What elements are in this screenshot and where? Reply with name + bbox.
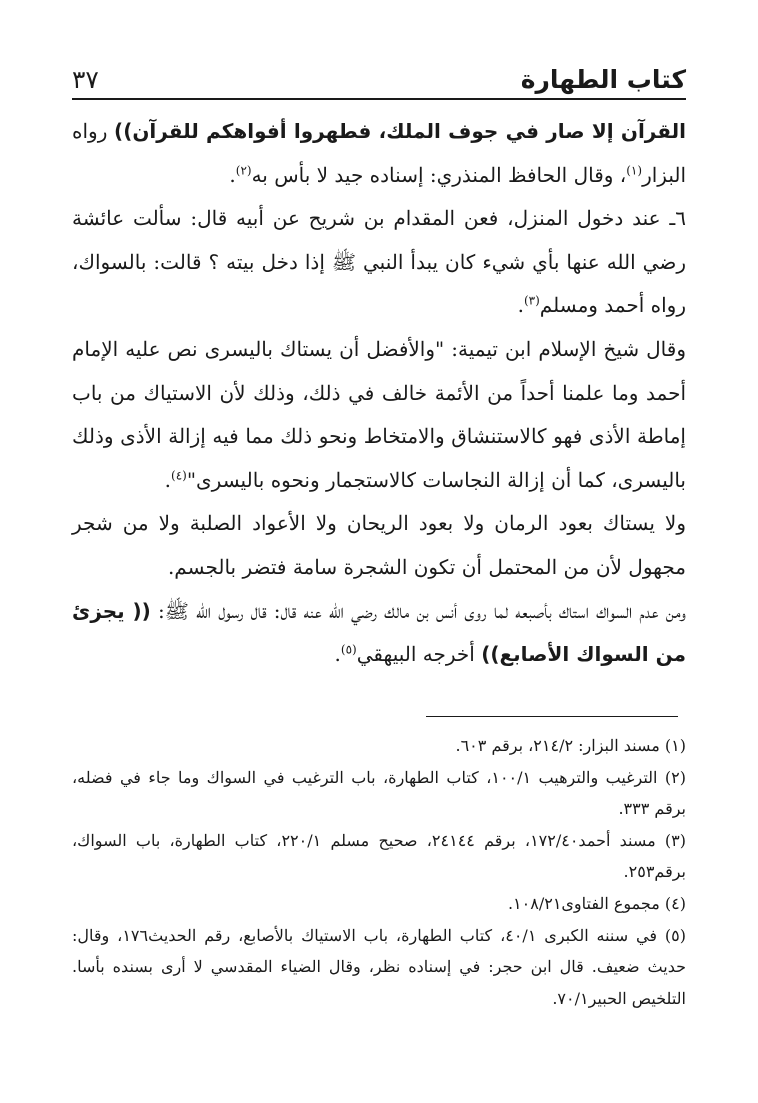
page-number: ٣٧ xyxy=(72,65,99,94)
footnote-ref: (٢) xyxy=(235,162,252,177)
header-rule xyxy=(72,98,686,100)
paragraph-2: ٦ـ عند دخول المنزل، فعن المقدام بن شريح عن أبيه قال: سألت عائشة رضي الله عنها بأي شيء كان يبدأ النبي ﷺ إذا دخل بيته ؟ قالت: بالسواك، رواه أحمد ومسلم$^{(٣)}$. xyxy=(72,206,686,318)
main-text xyxy=(72,110,686,700)
footnote-ref: (٥) xyxy=(340,642,357,657)
footnote-ref: (٤) xyxy=(171,468,187,483)
footnote-3: (٣) مسند أحمد١٧٢/٤٠، برقم ٢٤١٤٤، صحيح مسلم ٢٢٠/١، كتاب الطهارة، باب السواك، برقم٢٥٣. xyxy=(72,830,687,882)
footnote-separator xyxy=(426,716,678,717)
footnote-5: (٥) في سننه الكبرى ٤٠/١، كتاب الطهارة، باب الاستياك بالأصابع، رقم الحديث١٧٦، وقال: حديث ضعيف. قال ابن حجر: في إسناده نظر، وقال الضياء المقدسي لا أرى بسنده بأسا. التلخيص الحبير٧٠/١. xyxy=(72,925,687,1008)
footnote-ref: (٣) xyxy=(523,293,540,308)
paragraph-1: القرآن إلا صار في جوف الملك، فطهروا أفواهكم للقرآن)) رواه البزار$^{(١)}$، وقال الحافظ المنذري: إسناده جيد لا بأس به$^{(٢)}$. xyxy=(72,119,686,187)
footnote-2: (٢) الترغيب والترهيب ١٠٠/١، كتاب الطهارة، باب الترغيب في السواك وما جاء في فضله، برقم ٣٣٣. xyxy=(72,767,686,819)
chapter-title: كتاب الطهارة xyxy=(520,65,686,94)
running-header xyxy=(72,60,686,94)
footnote-4: (٤) مجموع الفتاوى١٠٨/٢١. xyxy=(507,893,686,913)
hadith-quote: (( يجزئ من السواك الأصابع)) xyxy=(72,598,686,667)
footnotes xyxy=(72,730,686,1014)
footnote-ref: (١) xyxy=(626,162,643,177)
paragraph-3: وقال شيخ الإسلام ابن تيمية: "والأفضل أن يستاك باليسرى نص عليه الإمام أحمد وما علمنا أحداً من الأئمة خالف في ذلك، وذلك لأن الاستياك من باب إماطة الأذى فهو كالاستنشاق والامتخاط ونحو ذلك مما فيه إزالة الأذى وذلك باليسرى، كما أن إزالة النجاسات كالاستجمار ونحوه باليسرى"$^{(٤)}$. xyxy=(72,336,686,492)
paragraph-5: ومن عدم السواك استاك بأصبعه لما روى أنس بن مالك رضي الله عنه قال: قال رسول الله ﷺ: (( يجزئ من السواك الأصابع)) أخرجه البيهقي$^{(٥)}$. xyxy=(72,598,686,667)
paragraph-4: ولا يستاك بعود الرمان ولا بعود الريحان ولا الأعواد الصلبة ولا من شجر مجهول لأن من المحتمل أن تكون الشجرة سامة فتضر بالجسم. xyxy=(72,511,686,579)
hadith-quote: القرآن إلا صار في جوف الملك، فطهروا أفواهكم للقرآن)) xyxy=(114,119,686,143)
footnote-1: (١) مسند البزار: ٢١٤/٢، برقم ٦٠٣. xyxy=(455,736,686,755)
